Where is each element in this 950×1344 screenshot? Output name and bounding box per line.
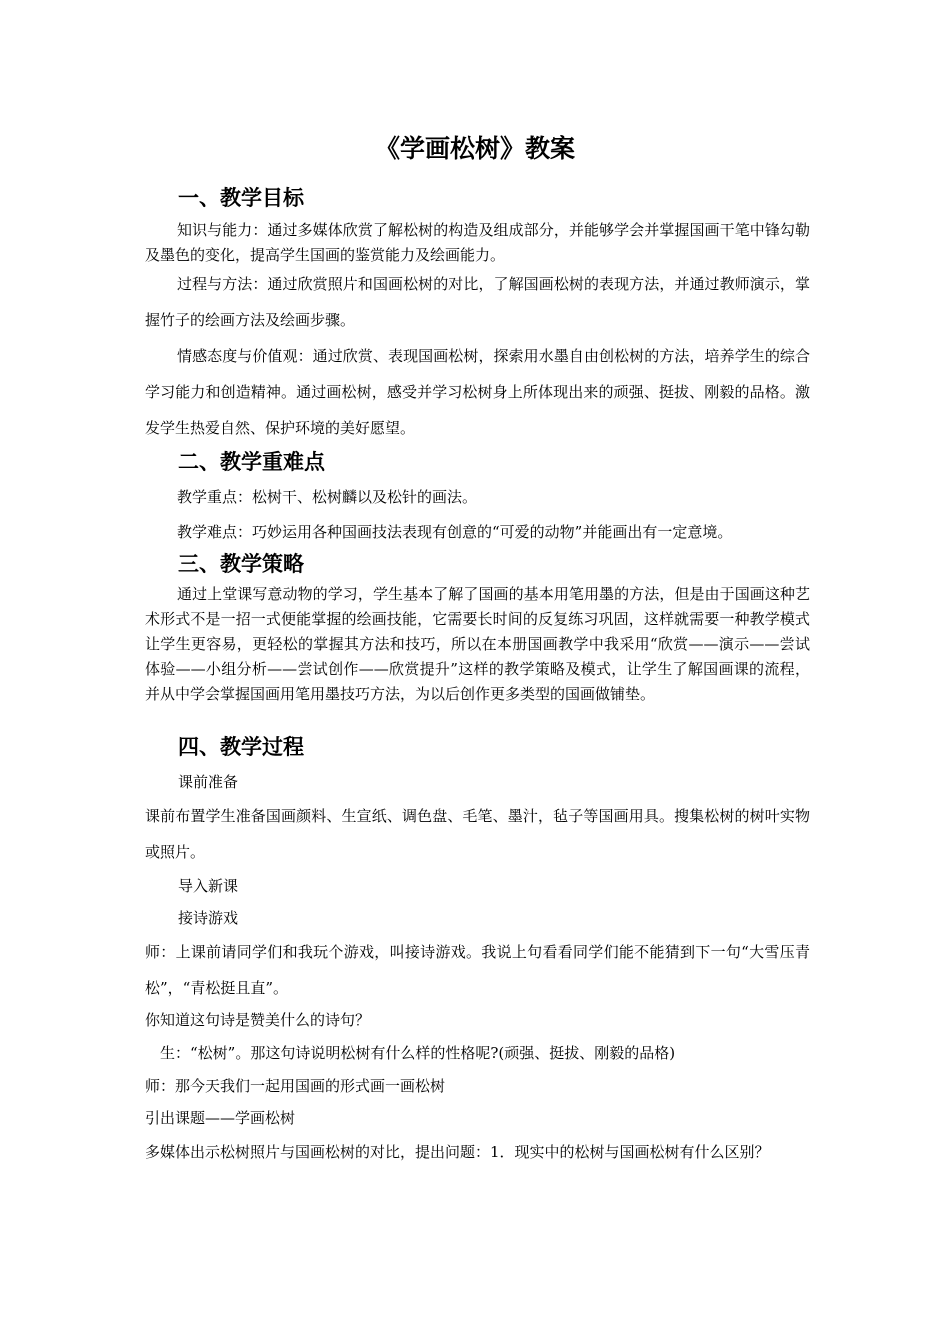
process-line-student-answer: 生：“松树”。那这句诗说明松树有什么样的性格呢?(顽强、挺拔、刚毅的品格) (160, 1044, 676, 1062)
process-line-poem-game: 接诗游戏 (178, 909, 239, 927)
paragraph-emotion-values: 情感态度与价值观：通过欣赏、表现国画松树，探索用水墨自由创松树的方法，培养学生的综合学习能力和创造精神。通过画松树，感受并学习松树身上所体现出来的顽强、挺拔、刚毅的品格。激发学生热爱自然、保护环境的美好愿望。 (145, 347, 810, 437)
paragraph-process-method: 过程与方法：通过欣赏照片和国画松树的对比，了解国画松树的表现方法，并通过教师演示，掌握竹子的绘画方法及绘画步骤。 (145, 275, 810, 329)
process-line-teacher-game: 师：上课前请同学们和我玩个游戏，叫接诗游戏。我说上句看看同学们能不能猜到下一句“大雪压青松”，“青松挺且直”。 (145, 943, 810, 997)
document-title: 《学画松树》教案 (374, 134, 575, 163)
process-line-materials: 课前布置学生准备国画颜料、生宣纸、调色盘、毛笔、墨汁，毡子等国画用具。搜集松树的树叶实物或照片。 (145, 807, 810, 861)
process-line-teacher-today: 师：那今天我们一起用国画的形式画一画松树 (145, 1077, 446, 1095)
process-line-intro: 导入新课 (178, 877, 239, 895)
paragraph-key-point: 教学重点：松树干、松树麟以及松针的画法。 (177, 488, 478, 506)
process-line-question: 你知道这句诗是赞美什么的诗句？ (145, 1011, 371, 1029)
process-line-multimedia: 多媒体出示松树照片与国画松树的对比，提出问题：1．现实中的松树与国画松树有什么区别？ (145, 1143, 770, 1161)
section-heading-strategy: 三、教学策略 (178, 552, 304, 576)
section-heading-objectives: 一、教学目标 (178, 186, 304, 210)
paragraph-strategy: 通过上堂课写意动物的学习，学生基本了解了国画的基本用笔用墨的方法，但是由于国画这种艺术形式不是一招一式便能掌握的绘画技能，它需要长时间的反复练习巩固，这样就需要一种教学模式让学生更容易，更轻松的掌握其方法和技巧，所以在本册国画教学中我采用“欣赏——演示——尝试体验——小组分析——尝试创作——欣赏提升”这样的教学策略及模式，让学生了解国画课的流程，并从中学会掌握国画用笔用墨技巧方法，为以后创作更多类型的国画做铺垫。 (145, 585, 810, 703)
paragraph-knowledge-ability: 知识与能力：通过多媒体欣赏了解松树的构造及组成部分，并能够学会并掌握国画干笔中锋勾勒及墨色的变化，提高学生国画的鉴赏能力及绘画能力。 (145, 221, 810, 264)
paragraph-difficult-point: 教学难点：巧妙运用各种国画技法表现有创意的“可爱的动物”并能画出有一定意境。 (177, 523, 733, 541)
section-heading-process: 四、教学过程 (178, 735, 304, 759)
process-line-topic: 引出课题——学画松树 (145, 1109, 296, 1127)
process-line-preparation: 课前准备 (178, 773, 239, 791)
section-heading-key-points: 二、教学重难点 (178, 450, 325, 474)
